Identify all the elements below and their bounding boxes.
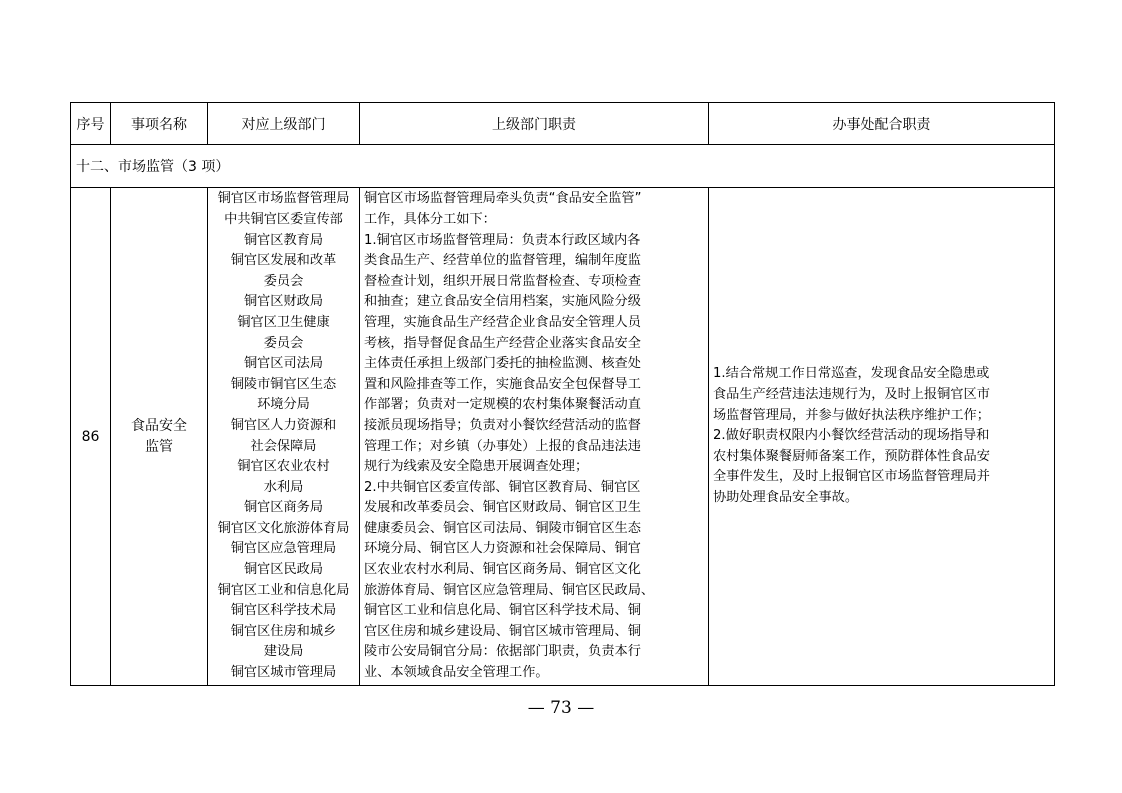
- duty-line: 健康委员会、铜官区司法局、铜陵市铜官区生态: [364, 520, 641, 536]
- coop-line: 协助处理食品安全事故。: [713, 489, 859, 505]
- department-line: 水利局: [263, 479, 304, 495]
- department-line: 建设局: [263, 644, 304, 660]
- department-line: 铜陵市铜官区生态: [230, 376, 337, 392]
- duty-line: 和抽查；建立食品安全信用档案，实施风险分级: [364, 294, 641, 310]
- header-departments: 对应上级部门: [208, 103, 360, 145]
- department-line: 铜官区住房和城乡: [230, 623, 337, 639]
- department-line: 铜官区人力资源和: [230, 417, 337, 433]
- duty-line: 置和风险排查等工作，实施食品安全包保督导工: [364, 376, 641, 392]
- department-line: 委员会: [263, 335, 304, 351]
- coop-duties-text: [709, 364, 1054, 508]
- coop-line: 食品生产经营违法违规行为，及时上报铜官区市: [713, 387, 990, 403]
- department-line: 铜官区农业农村: [237, 459, 330, 475]
- departments-cell: [208, 188, 360, 686]
- item-name-line: 监管: [145, 438, 173, 455]
- duty-line: 主体责任承担上级部门委托的抽检监测、核查处: [364, 356, 641, 372]
- duty-line: 考核，指导督促食品生产经营企业落实食品安全: [364, 335, 641, 351]
- department-list: [208, 189, 359, 683]
- department-line: 委员会: [263, 273, 304, 289]
- coop-line: 场监督管理局，并参与做好执法秩序维护工作；: [713, 407, 990, 423]
- section-title: 十二、市场监管（3 项）: [71, 145, 1055, 188]
- department-line: 铜官区市场监督管理局: [217, 191, 350, 207]
- duty-line: 环境分局、铜官区人力资源和社会保障局、铜官: [364, 541, 641, 557]
- header-no: 序号: [71, 103, 111, 145]
- department-line: 铜官区科学技术局: [230, 603, 337, 619]
- duty-line: 接派员现场指导；负责对小餐饮经营活动的监督: [364, 417, 641, 433]
- duty-line: 1.铜官区市场监督管理局：负责本行政区域内各: [364, 232, 641, 248]
- coop-duties-cell: [709, 188, 1055, 686]
- duty-line: 工作，具体分工如下：: [364, 211, 496, 227]
- duty-line: 管理工作；对乡镇（办事处）上报的食品违法违: [364, 438, 641, 454]
- duty-line: 2.中共铜官区委宣传部、铜官区教育局、铜官区: [364, 479, 641, 495]
- coop-line: 1.结合常规工作日常巡查，发现食品安全隐患或: [713, 366, 990, 382]
- duty-line: 官区住房和城乡建设局、铜官区城市管理局、铜: [364, 623, 641, 639]
- table-row: [71, 188, 1055, 686]
- duty-line: 规行为线索及安全隐患开展调查处理；: [364, 459, 589, 475]
- duty-line: 类食品生产、经营单位的监督管理，编制年度监: [364, 253, 641, 269]
- row-number: 86: [71, 188, 111, 686]
- department-line: 铜官区工业和信息化局: [217, 582, 350, 598]
- header-duties: 上级部门职责: [360, 103, 709, 145]
- table-header-row: [71, 103, 1055, 145]
- item-name-cell: [111, 188, 208, 686]
- duty-line: 区农业农村水利局、铜官区商务局、铜官区文化: [364, 562, 641, 578]
- header-item-name: 事项名称: [111, 103, 208, 145]
- department-line: 社会保障局: [250, 438, 317, 454]
- department-line: 铜官区应急管理局: [230, 541, 337, 557]
- duties-cell: [360, 188, 709, 686]
- duty-line: 督检查计划，组织开展日常监督检查、专项检查: [364, 273, 641, 289]
- coop-line: 2.做好职责权限内小餐饮经营活动的现场指导和: [713, 428, 990, 444]
- coop-line: 全事件发生，及时上报铜官区市场监督管理局并: [713, 469, 990, 485]
- department-line: 铜官区发展和改革: [230, 253, 337, 269]
- duty-table: [70, 102, 1055, 686]
- section-row: [71, 145, 1055, 188]
- duty-line: 旅游体育局、铜官区应急管理局、铜官区民政局、: [364, 582, 655, 598]
- coop-line: 农村集体聚餐厨师备案工作，预防群体性食品安: [713, 448, 990, 464]
- duty-line: 业、本领域食品安全管理工作。: [364, 665, 549, 681]
- duty-line: 铜官区市场监督管理局牵头负责“食品安全监管”: [364, 191, 642, 207]
- department-line: 铜官区卫生健康: [237, 314, 330, 330]
- department-line: 铜官区教育局: [243, 232, 324, 248]
- department-line: 铜官区财政局: [243, 294, 324, 310]
- department-line: 铜官区商务局: [243, 500, 324, 516]
- duties-text: [360, 189, 708, 683]
- item-name-line: 食品安全: [131, 417, 187, 434]
- duty-line: 发展和改革委员会、铜官区财政局、铜官区卫生: [364, 500, 641, 516]
- department-line: 铜官区司法局: [243, 356, 324, 372]
- department-line: 环境分局: [257, 397, 310, 413]
- duty-line: 管理，实施食品生产经营企业食品安全管理人员: [364, 314, 641, 330]
- duty-line: 铜官区工业和信息化局、铜官区科学技术局、铜: [364, 603, 641, 619]
- duty-line: 作部署；负责对一定规模的农村集体聚餐活动直: [364, 397, 641, 413]
- duty-line: 陵市公安局铜官分局：依据部门职责，负责本行: [364, 644, 641, 660]
- department-line: 铜官区文化旅游体育局: [217, 520, 350, 536]
- department-line: 铜官区民政局: [243, 562, 324, 578]
- header-coop-duties: 办事处配合职责: [709, 103, 1055, 145]
- department-line: 中共铜官区委宣传部: [224, 211, 343, 227]
- page-number: — 73 —: [527, 698, 595, 718]
- department-line: 铜官区城市管理局: [230, 665, 337, 681]
